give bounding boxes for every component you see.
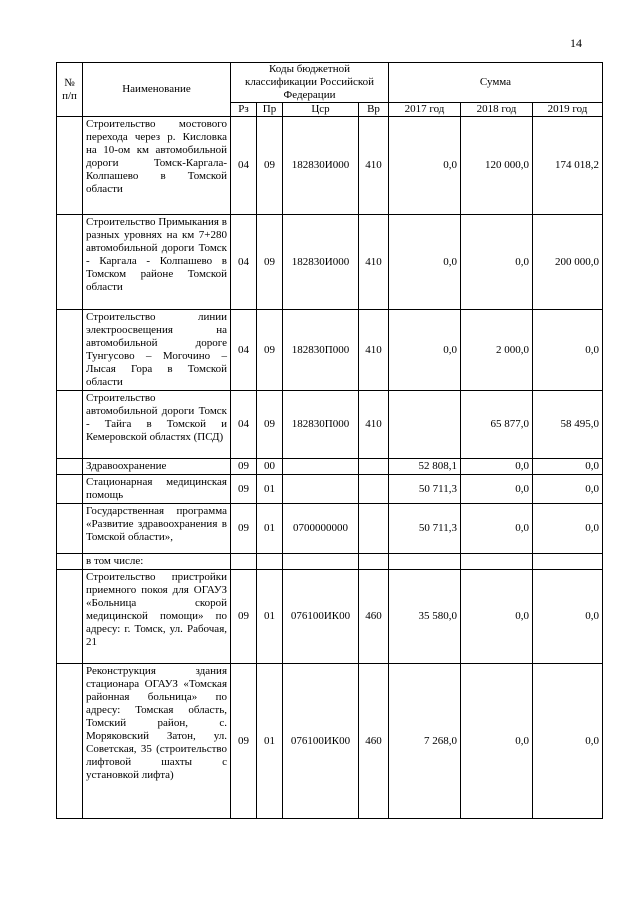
cell-pr: 01 (257, 570, 283, 664)
cell-rz: 09 (231, 664, 257, 819)
cell-num (57, 117, 83, 215)
cell-csr: 076100ИК00 (283, 664, 359, 819)
cell-name: Строительство пристройки приемного покоя для ОГАУЗ «Больница скорой медицинской помощи» по адресу: г. Томск, ул. Рабочая, 21 (83, 570, 231, 664)
cell-name: Государственная программа «Развитие здравоохранения в Томской области», (83, 504, 231, 554)
cell-y2018 (461, 554, 533, 570)
cell-num (57, 664, 83, 819)
cell-y2018: 0,0 (461, 475, 533, 504)
cell-y2018: 0,0 (461, 215, 533, 310)
cell-rz (231, 554, 257, 570)
cell-y2017: 7 268,0 (389, 664, 461, 819)
cell-y2018: 0,0 (461, 664, 533, 819)
cell-name: Здравоохранение (83, 459, 231, 475)
header-sum: Сумма (389, 63, 603, 103)
cell-y2019: 0,0 (533, 664, 603, 819)
cell-y2019: 0,0 (533, 570, 603, 664)
cell-y2018: 65 877,0 (461, 391, 533, 459)
cell-y2017: 50 711,3 (389, 475, 461, 504)
cell-rz: 04 (231, 215, 257, 310)
cell-y2017 (389, 391, 461, 459)
cell-rz: 09 (231, 475, 257, 504)
table-row (57, 310, 603, 391)
cell-y2017: 0,0 (389, 215, 461, 310)
header-csr: Цср (283, 103, 359, 117)
cell-vr: 460 (359, 664, 389, 819)
cell-y2019: 174 018,2 (533, 117, 603, 215)
cell-name: Строительство Примыкания в разных уровнях на км 7+280 автомобильной дороги Томск - Каргала - Колпашево в Томском районе Томской области (83, 215, 231, 310)
cell-num (57, 215, 83, 310)
cell-y2017 (389, 554, 461, 570)
cell-name: Строительство линии электроосвещения на автомобильной дороге Тунгусово – Могочино – Лысая Гора в Томской области (83, 310, 231, 391)
cell-num (57, 310, 83, 391)
cell-name: Реконструкция здания стационара ОГАУЗ «Томская районная больница» по адресу: Томская область, Томский район, с. Моряковский Затон, ул. Советская, 35 (строительство лифтовой шахты с установкой лифта) (83, 664, 231, 819)
cell-csr: 182830И000 (283, 215, 359, 310)
cell-y2019: 0,0 (533, 310, 603, 391)
header-codes: Коды бюджетной классификации Российской Федерации (231, 63, 389, 103)
cell-rz: 04 (231, 391, 257, 459)
cell-pr: 01 (257, 504, 283, 554)
table-row (57, 570, 603, 664)
cell-num (57, 504, 83, 554)
header-rz: Рз (231, 103, 257, 117)
header-vr: Вр (359, 103, 389, 117)
cell-csr: 076100ИК00 (283, 570, 359, 664)
cell-y2019: 0,0 (533, 459, 603, 475)
header-name: Наименование (83, 63, 231, 117)
cell-pr: 01 (257, 664, 283, 819)
table-row (57, 664, 603, 819)
cell-name: Строительство автомобильной дороги Томск - Тайга в Томской и Кемеровской областях (ПСД) (83, 391, 231, 459)
cell-y2018: 0,0 (461, 459, 533, 475)
cell-pr: 09 (257, 215, 283, 310)
cell-vr: 410 (359, 310, 389, 391)
header-2019: 2019 год (533, 103, 603, 117)
cell-vr (359, 554, 389, 570)
cell-name: Стационарная медицинская помощь (83, 475, 231, 504)
cell-vr: 410 (359, 391, 389, 459)
cell-rz: 09 (231, 459, 257, 475)
cell-csr: 182830И000 (283, 117, 359, 215)
cell-csr: 0700000000 (283, 504, 359, 554)
cell-csr: 182830П000 (283, 391, 359, 459)
cell-csr (283, 475, 359, 504)
cell-y2019: 200 000,0 (533, 215, 603, 310)
cell-y2018: 0,0 (461, 570, 533, 664)
cell-vr: 410 (359, 215, 389, 310)
cell-csr (283, 554, 359, 570)
table-row (57, 459, 603, 475)
cell-num (57, 554, 83, 570)
cell-y2019: 58 495,0 (533, 391, 603, 459)
cell-y2017: 35 580,0 (389, 570, 461, 664)
cell-num (57, 570, 83, 664)
cell-pr: 09 (257, 310, 283, 391)
cell-y2019: 0,0 (533, 504, 603, 554)
header-num: № п/п (57, 63, 83, 117)
table-row (57, 504, 603, 554)
cell-pr: 01 (257, 475, 283, 504)
cell-y2017: 50 711,3 (389, 504, 461, 554)
cell-y2017: 0,0 (389, 310, 461, 391)
cell-y2019 (533, 554, 603, 570)
cell-y2018: 120 000,0 (461, 117, 533, 215)
table-row (57, 554, 603, 570)
table-row (57, 391, 603, 459)
cell-y2019: 0,0 (533, 475, 603, 504)
cell-name: Строительство мостового перехода через р. Кисловка на 10-ом км автомобильной дороги Томск-Каргала-Колпашево в Томской области (83, 117, 231, 215)
cell-num (57, 475, 83, 504)
table-body (57, 117, 603, 819)
cell-rz: 09 (231, 504, 257, 554)
cell-vr: 460 (359, 570, 389, 664)
header-2018: 2018 год (461, 103, 533, 117)
cell-vr: 410 (359, 117, 389, 215)
cell-vr (359, 475, 389, 504)
cell-num (57, 459, 83, 475)
cell-vr (359, 459, 389, 475)
cell-vr (359, 504, 389, 554)
table-row (57, 117, 603, 215)
cell-rz: 09 (231, 570, 257, 664)
cell-csr (283, 459, 359, 475)
cell-name: в том числе: (83, 554, 231, 570)
cell-y2018: 0,0 (461, 504, 533, 554)
budget-table (56, 62, 603, 819)
cell-y2018: 2 000,0 (461, 310, 533, 391)
cell-pr (257, 554, 283, 570)
header-2017: 2017 год (389, 103, 461, 117)
cell-y2017: 0,0 (389, 117, 461, 215)
table-row (57, 215, 603, 310)
cell-rz: 04 (231, 117, 257, 215)
cell-csr: 182830П000 (283, 310, 359, 391)
header-pr: Пр (257, 103, 283, 117)
cell-pr: 09 (257, 391, 283, 459)
table-row (57, 475, 603, 504)
cell-rz: 04 (231, 310, 257, 391)
cell-pr: 00 (257, 459, 283, 475)
cell-y2017: 52 808,1 (389, 459, 461, 475)
cell-num (57, 391, 83, 459)
cell-pr: 09 (257, 117, 283, 215)
page-number: 14 (570, 36, 582, 50)
